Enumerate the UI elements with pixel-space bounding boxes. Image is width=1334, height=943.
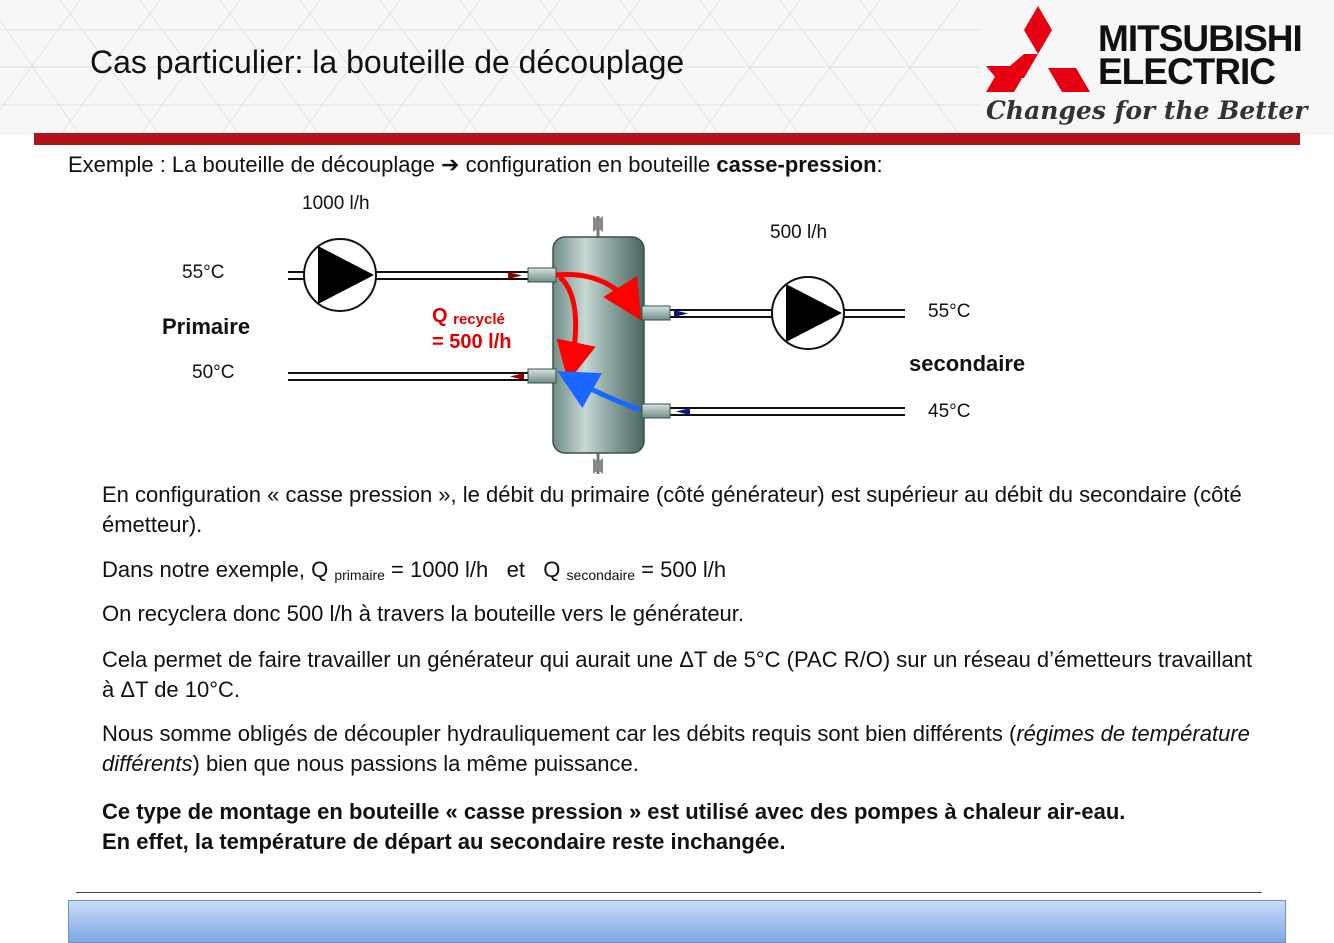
p5-italic: régimes de température différents: [102, 721, 1250, 776]
p5-text-b: ) bien que nous passions la même puissance.: [192, 751, 639, 776]
secondary-supply-temp: 55°C: [928, 301, 971, 322]
decoupling-bottle-icon: [528, 216, 670, 474]
q-recycle-label: [432, 304, 512, 354]
paragraph-5: [102, 719, 1262, 779]
primary-return-temp: 50°C: [192, 362, 235, 383]
paragraph-3: On recyclera donc 500 l/h à travers la bouteille vers le générateur.: [102, 601, 745, 626]
header-red-bar: [34, 133, 1300, 145]
p2-text-b: = 1000 l/h et Q: [384, 557, 567, 582]
logo-text-mitsubishi: MITSUBISHI: [1098, 18, 1302, 59]
logo-slogan: Changes for the Better: [986, 96, 1308, 125]
primary-label: Primaire: [162, 314, 251, 339]
secondary-label: secondaire: [909, 351, 1026, 376]
page-title: Cas particulier: la bouteille de découplage: [90, 44, 685, 80]
intro-line: [68, 152, 883, 178]
arrow-right-icon: ➔: [441, 152, 460, 177]
secondary-pump-icon: [772, 277, 844, 349]
p2-sub-secondaire: secondaire: [566, 567, 636, 583]
p6-line-1: Ce type de montage en bouteille « casse pression » est utilisé avec des pompes à chaleur air-eau.: [102, 799, 1126, 824]
q-recycle-sub: recyclé: [453, 311, 505, 328]
mitsubishi-diamonds-logo-icon: [986, 6, 1090, 92]
paragraph-2: [102, 555, 1262, 587]
paragraph-6: [102, 797, 1262, 857]
q-recycle-value: = 500 l/h: [432, 331, 512, 353]
footer-divider: [76, 892, 1262, 893]
intro-bold: casse-pression: [716, 152, 877, 177]
slide-header: [0, 0, 1334, 135]
intro-suffix: :: [876, 152, 883, 177]
primary-flow-label: 1000 l/h: [302, 193, 370, 214]
p2-text-a: Dans notre exemple, Q: [102, 557, 335, 582]
primary-supply-temp: 55°C: [182, 262, 225, 283]
paragraph-1: En configuration « casse pression », le débit du primaire (côté générateur) est supérieur au débit du secondaire (côté émetteur).: [102, 482, 1242, 537]
p2-sub-primaire: primaire: [334, 567, 385, 583]
primary-pump-icon: [304, 239, 376, 311]
p5-text-a: Nous somme obligés de découpler hydrauliquement car les débits requis sont bien différents (: [102, 721, 1017, 746]
secondary-return-temp: 45°C: [928, 401, 971, 422]
p2-text-c: = 500 l/h: [635, 557, 727, 582]
footer-bar: [68, 900, 1286, 943]
intro-middle: configuration en bouteille: [459, 152, 717, 177]
intro-prefix: Exemple : La bouteille de découplage: [68, 152, 442, 177]
logo-text-electric: ELECTRIC: [1098, 51, 1275, 92]
p6-line-2: En effet, la température de départ au secondaire reste inchangée.: [102, 829, 786, 854]
secondary-flow-label: 500 l/h: [770, 222, 828, 243]
q-recycle-main: Q: [432, 305, 448, 327]
paragraph-4: Cela permet de faire travailler un générateur qui aurait une ΔT de 5°C (PAC R/O) sur un réseau d’émetteurs travaillant à ΔT de 10°C.: [102, 647, 1253, 702]
